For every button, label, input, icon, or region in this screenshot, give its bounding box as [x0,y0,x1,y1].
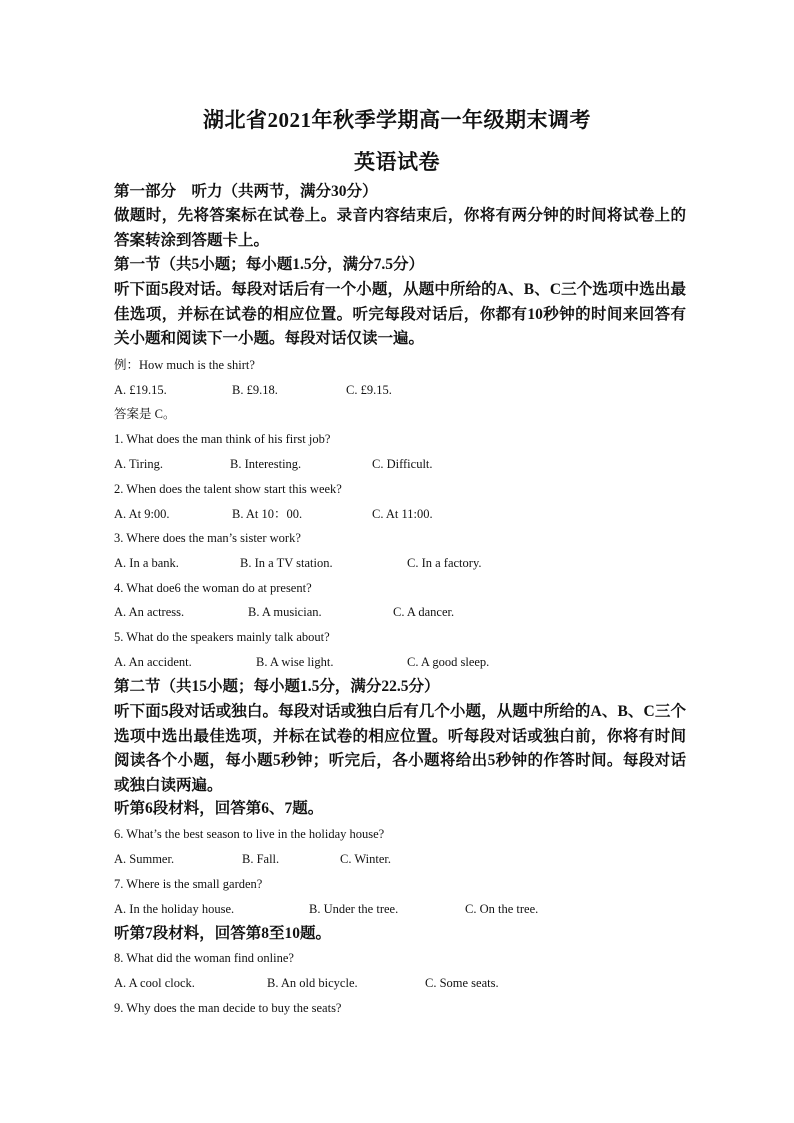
material-6-heading: 听第6段材料，回答第6、7题。 [114,800,324,817]
q6-option-c: C. Winter. [340,852,392,866]
question-6: 6. What’s the best season to live in the holiday house? [114,827,385,841]
example-answer: 答案是 C。 [114,407,176,421]
q6-option-b: B. Fall. [242,852,280,866]
q2-option-b: B. At 10：00. [232,507,303,521]
q5-option-c: C. A good sleep. [407,655,490,669]
question-1: 1. What does the man think of his first job? [114,432,331,446]
q2-option-a: A. At 9:00. [114,507,170,521]
question-9: 9. Why does the man decide to buy the seats? [114,1001,342,1015]
q2-option-c: C. At 11:00. [372,507,433,521]
q8-option-b: B. An old bicycle. [267,976,358,990]
section2-instructions: 听下面5段对话或独白。每段对话或独白后有几个小题，从题中所给的A、B、C三个选项中选出最佳选项，并标在试卷的相应位置。听每段对话或独白前，你将有时间阅读各个小题，每小题5秒钟；听完后，各小题将给出5秒钟的作答时间。每段对话或独白读两遍。 [114,703,686,794]
example-option-c: C. £9.15. [346,383,392,397]
material-7-heading: 听第7段材料，回答第8至10题。 [114,925,332,942]
q8-option-c: C. Some seats. [425,976,499,990]
section1-instructions: 听下面5段对话。每段对话后有一个小题，从题中所给的A、B、C三个选项中选出最佳选项，并标在试卷的相应位置。听完每段对话后，你都有10秒钟的时间来回答有关小题和阅读下一小题。每段对话仅读一遍。 [114,281,686,347]
section1-heading: 第一节（共5小题；每小题1.5分，满分7.5分） [114,256,425,273]
part1-instructions: 做题时，先将答案标在试卷上。录音内容结束后，你将有两分钟的时间将试卷上的答案转涂到答题卡上。 [114,207,686,249]
q1-option-c: C. Difficult. [372,457,433,471]
q6-option-a: A. Summer. [114,852,175,866]
question-3: 3. Where does the man’s sister work? [114,531,301,545]
part1-heading: 第一部分 听力（共两节，满分30分） [114,183,378,200]
q5-option-a: A. An accident. [114,655,192,669]
q1-option-a: A. Tiring. [114,457,163,471]
q4-option-b: B. A musician. [248,605,322,619]
section2-heading: 第二节（共15小题；每小题1.5分，满分22.5分） [114,678,440,695]
question-8: 8. What did the woman find online? [114,951,294,965]
q3-option-c: C. In a factory. [407,556,482,570]
q5-option-b: B. A wise light. [256,655,334,669]
question-2: 2. When does the talent show start this week? [114,482,342,496]
example-option-a: A. £19.15. [114,383,167,397]
q1-option-b: B. Interesting. [230,457,302,471]
question-7: 7. Where is the small garden? [114,877,263,891]
question-4: 4. What doe6 the woman do at present? [114,581,312,595]
exam-subject: 英语试卷 [354,150,440,174]
q3-option-a: A. In a bank. [114,556,179,570]
example-question: 例：How much is the shirt? [114,358,255,372]
question-5: 5. What do the speakers mainly talk about? [114,630,330,644]
q4-option-c: C. A dancer. [393,605,455,619]
q7-option-b: B. Under the tree. [309,902,399,916]
q3-option-b: B. In a TV station. [240,556,333,570]
q7-option-a: A. In the holiday house. [114,902,235,916]
q8-option-a: A. A cool clock. [114,976,195,990]
q4-option-a: A. An actress. [114,605,185,619]
exam-title: 湖北省2021年秋季学期高一年级期末调考 [203,108,591,132]
example-option-b: B. £9.18. [232,383,278,397]
q7-option-c: C. On the tree. [465,902,539,916]
